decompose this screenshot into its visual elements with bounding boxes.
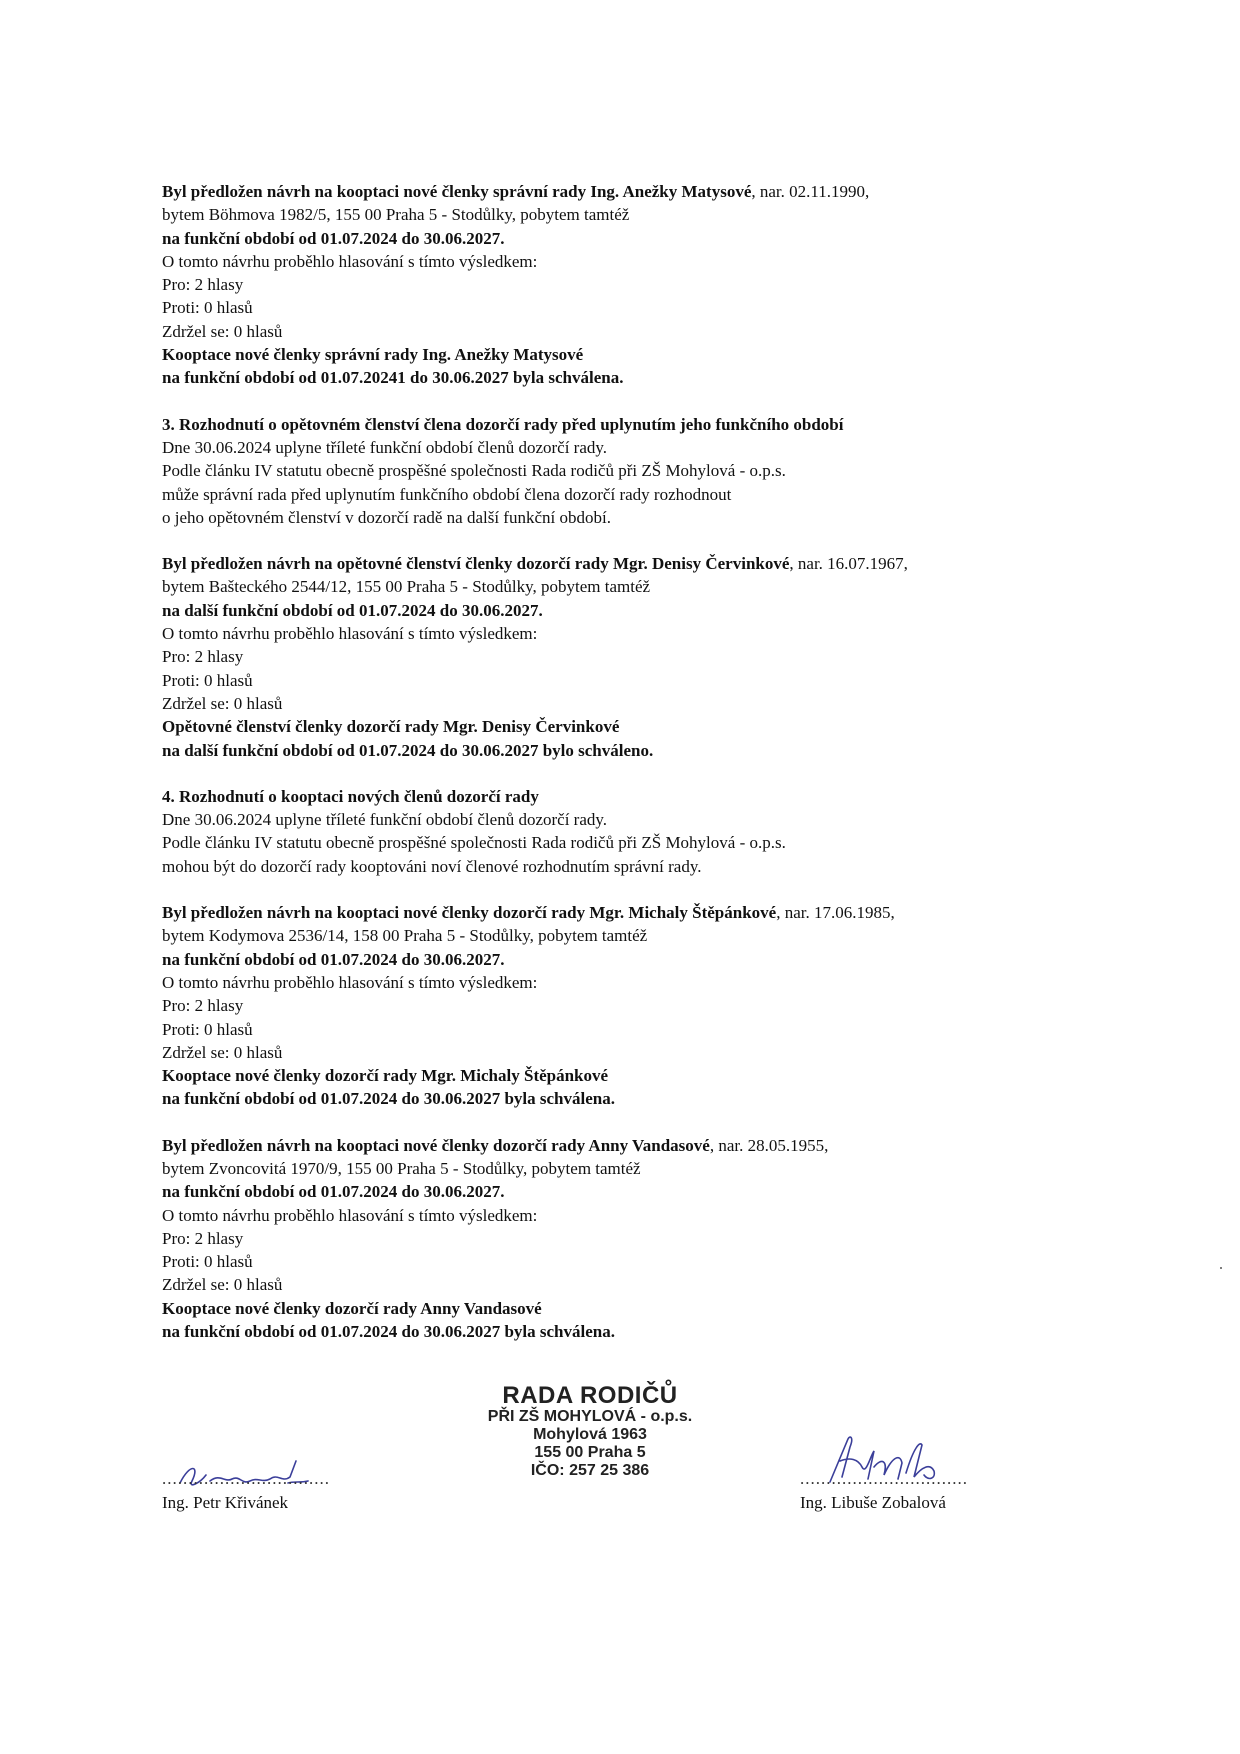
bold-text: Kooptace nové členky dozorčí rady Anny Vandasové [162,1298,542,1318]
regular-text: , nar. 02.11.1990, [751,182,870,201]
section-navrh-vandasova [162,1134,1062,1344]
regular-text: Proti: 0 hlasů [162,1019,253,1039]
bold-text: Byl předložen návrh na kooptaci nové členky správní rady Ing. Anežky Matysové [162,182,752,201]
regular-text: může správní rada před uplynutím funkčního období člena dozorčí rady rozhodnout [162,484,732,504]
text-line [162,831,1062,854]
bold-text: na funkční období od 01.07.2024 do 30.06.2027. [162,949,505,969]
regular-text: mohou být do dozorčí rady kooptováni noví členové rozhodnutím správní rady. [162,856,702,876]
bold-text: 3. Rozhodnutí o opětovném členství člena dozorčí rady před uplynutím jeho funkčního období [162,414,844,434]
regular-text: o jeho opětovném členství v dozorčí radě na další funkční období. [162,507,611,527]
text-line [162,250,1062,273]
signatory-name-left: Ing. Petr Křivánek [162,1493,289,1512]
text-line [162,855,1062,878]
text-line [162,506,1062,529]
text-line [162,203,1062,226]
bold-text: na funkční období od 01.07.2024 do 30.06.2027. [162,228,505,248]
text-line [162,1041,1062,1064]
regular-text: O tomto návrhu proběhlo hlasování s tímto výsledkem: [162,972,538,992]
regular-text: Proti: 0 hlasů [162,670,253,690]
regular-text: Zdržel se: 0 hlasů [162,1042,283,1062]
text-line [162,1018,1062,1041]
signatory-name-right: Ing. Libuše Zobalová [800,1493,946,1512]
text-line [162,1273,1062,1296]
document-body [162,180,1062,1366]
regular-text: Dne 30.06.2024 uplyne tříleté funkční období členů dozorčí rady. [162,810,608,830]
text-line [162,645,1062,668]
section-navrh-cervinkova [162,552,1062,762]
bold-text: Byl předložen návrh na kooptaci nové členky dozorčí rady Mgr. Michaly Štěpánkové [162,903,777,923]
text-line [162,1204,1062,1227]
organization-stamp [470,1383,710,1480]
regular-text: Zdržel se: 0 hlasů [162,321,283,341]
text-line [162,808,1062,831]
bold-text: na funkční období od 01.07.20241 do 30.06.2027 byla schválena. [162,368,624,388]
regular-text: Podle článku IV statutu obecně prospěšné společnosti Rada rodičů při ZŠ Mohylová - o.p.s. [162,833,786,853]
regular-text: bytem Böhmova 1982/5, 155 00 Praha 5 - Stodůlky, pobytem tamtéž [162,205,630,225]
regular-text: Pro: 2 hlasy [162,996,244,1016]
text-line [162,343,1062,366]
regular-text: O tomto návrhu proběhlo hlasování s tímto výsledkem: [162,624,538,644]
text-line [162,1134,1062,1157]
text-line [162,413,1062,436]
section-navrh-stepankova [162,901,1062,1111]
text-line [162,901,1062,924]
regular-text: , nar. 17.06.1985, [776,903,895,923]
text-line [162,320,1062,343]
text-line [162,599,1062,622]
bold-text: Opětovné členství členky dozorčí rady Mgr. Denisy Červinkové [162,717,620,737]
regular-text: Pro: 2 hlasy [162,275,244,295]
bold-text: na další funkční období od 01.07.2024 do 30.06.2027 bylo schváleno. [162,740,654,760]
signature-line-right: ................................ [800,1469,968,1488]
stamp-line-1: RADA RODIČŮ [502,1382,678,1409]
text-line [162,785,1062,808]
text-line [162,1297,1062,1320]
bold-text: Kooptace nové členky správní rady Ing. Anežky Matysové [162,345,584,365]
text-line [162,1320,1062,1343]
stamp-line-2: PŘI ZŠ MOHYLOVÁ - o.p.s. [487,1408,693,1425]
text-line [162,227,1062,250]
regular-text: Proti: 0 hlasů [162,298,253,318]
text-line [162,1250,1062,1273]
text-line [162,994,1062,1017]
regular-text: Zdržel se: 0 hlasů [162,693,283,713]
text-line [162,552,1062,575]
regular-text: bytem Bašteckého 2544/12, 155 00 Praha 5 - Stodůlky, pobytem tamtéž [162,577,651,597]
text-line [162,715,1062,738]
regular-text: Proti: 0 hlasů [162,1252,253,1272]
text-line [162,436,1062,459]
text-line [162,459,1062,482]
text-line [162,575,1062,598]
text-line [162,971,1062,994]
text-line [162,1087,1062,1110]
text-line [162,273,1062,296]
text-line [162,1064,1062,1087]
bold-text: 4. Rozhodnutí o kooptaci nových členů dozorčí rady [162,786,539,806]
text-line [162,1157,1062,1180]
stamp-line-3: Mohylová 1963 [533,1426,647,1443]
signature-right [800,1445,968,1513]
text-line [162,1227,1062,1250]
text-line [162,692,1062,715]
regular-text: Pro: 2 hlasy [162,647,244,667]
text-line [162,483,1062,506]
regular-text: Podle článku IV statutu obecně prospěšné společnosti Rada rodičů při ZŠ Mohylová - o.p.s. [162,461,786,481]
regular-text: Dne 30.06.2024 uplyne tříleté funkční období členů dozorčí rady. [162,437,608,457]
stamp-line-4: 155 00 Praha 5 [534,1444,646,1461]
regular-text: O tomto návrhu proběhlo hlasování s tímto výsledkem: [162,1205,538,1225]
text-line [162,669,1062,692]
section-3-opetovne-clenstvi [162,413,1062,529]
regular-text: Pro: 2 hlasy [162,1228,244,1248]
text-line [162,924,1062,947]
text-line [162,948,1062,971]
section-4-kooptace-dozorci [162,785,1062,878]
text-line [162,622,1062,645]
regular-text: bytem Zvoncovitá 1970/9, 155 00 Praha 5 - Stodůlky, pobytem tamtéž [162,1158,641,1178]
scan-speck [1220,1267,1222,1269]
text-line [162,1180,1062,1203]
text-line [162,180,1062,203]
text-line [162,366,1062,389]
regular-text: , nar. 28.05.1955, [709,1135,829,1155]
regular-text: , nar. 16.07.1967, [789,554,908,574]
text-line [162,739,1062,762]
bold-text: Byl předložen návrh na opětovné členství členky dozorčí rady Mgr. Denisy Červinkové [162,554,790,574]
regular-text: O tomto návrhu proběhlo hlasování s tímto výsledkem: [162,251,538,271]
bold-text: na funkční období od 01.07.2024 do 30.06.2027 byla schválena. [162,1089,615,1109]
regular-text: bytem Kodymova 2536/14, 158 00 Praha 5 - Stodůlky, pobytem tamtéž [162,926,648,946]
regular-text: Zdržel se: 0 hlasů [162,1275,283,1295]
signature-left [162,1445,330,1513]
stamp-line-5: IČO: 257 25 386 [530,1462,650,1479]
bold-text: na funkční období od 01.07.2024 do 30.06.2027 byla schválena. [162,1322,615,1342]
bold-text: na funkční období od 01.07.2024 do 30.06.2027. [162,1182,505,1202]
bold-text: Kooptace nové členky dozorčí rady Mgr. Michaly Štěpánkové [162,1066,609,1086]
section-kooptace-spravni-rada [162,180,1062,390]
text-line [162,296,1062,319]
bold-text: na další funkční období od 01.07.2024 do 30.06.2027. [162,600,543,620]
bold-text: Byl předložen návrh na kooptaci nové členky dozorčí rady Anny Vandasové [162,1135,710,1155]
signature-line-left: ................................ [162,1469,330,1488]
